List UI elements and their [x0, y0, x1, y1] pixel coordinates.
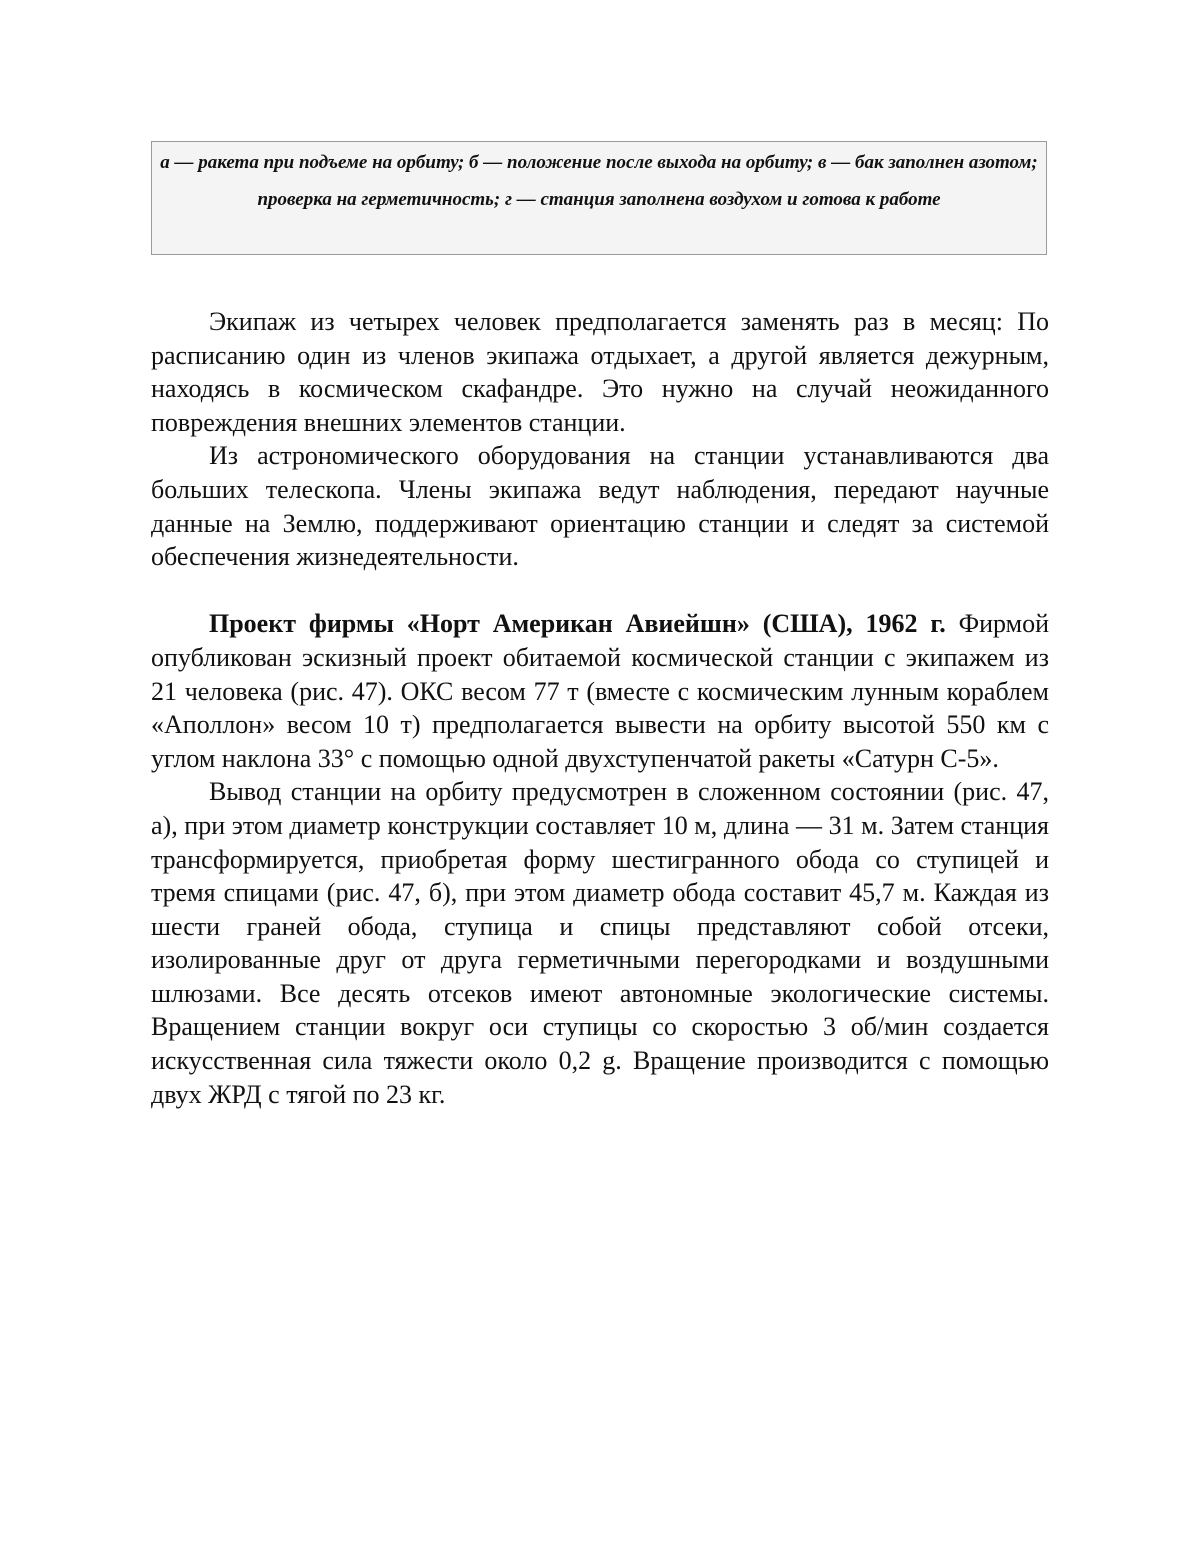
section-heading: Проект фирмы «Норт Американ Авиейшн» (США), 1962 г.	[209, 609, 946, 639]
figure-caption-text: а — ракета при подъеме на орбиту; б — положение после выхода на орбиту; в — бак заполнен азотом; проверка на герметичность; г — станция заполнена воздухом и готова к работе	[160, 152, 1038, 210]
figure-caption	[151, 141, 1047, 255]
document-body	[151, 305, 1049, 1111]
paragraph-orbit-deployment: Вывод станции на орбиту предусмотрен в сложенном состоянии (рис. 47, а), при этом диаметр конструкции составляет 10 м, длина — 31 м. Затем станция трансформируется, приобретая форму шестигранного обода со ступицей и тремя спицами (рис. 47, б), при этом диаметр обода составит 45,7 м. Каждая из шести граней обода, ступица и спицы представляют собой отсеки, изолированные друг от друга герметичными перегородками и воздушными шлюзами. Все десять отсеков имеют автономные экологические системы. Вращением станции вокруг оси ступицы со скоростью 3 об/мин создается искусственная сила тяжести около 0,2 g. Вращение производится с помощью двух ЖРД с тягой по 23 кг.	[151, 777, 1049, 1109]
paragraph-crew-rotation: Экипаж из четырех человек предполагается заменять раз в месяц: По расписанию один из членов экипажа отдыхает, а другой является дежурным, находясь в космическом скафандре. Это нужно на случай неожиданного повреждения внешних элементов станции.	[151, 307, 1049, 437]
section-heading-body: Фирмой опубликован эскизный проект обитаемой космической станции с экипажем из 21 человека (рис. 47). ОКС весом 77 т (вместе с космическим лунным кораблем «Аполлон» весом 10 т) предполагается вывести на орбиту высотой 550 км с углом наклона 33° с помощью одной двухступенчатой ракеты «Сатурн С-5».	[151, 609, 1049, 773]
paragraph-spacer	[151, 574, 1049, 608]
paragraph-north-american-project	[151, 607, 1049, 775]
paragraph-telescopes: Из астрономического оборудования на станции устанавливаются два больших телескопа. Члены экипажа ведут наблюдения, передают научные данные на Землю, поддерживают ориентацию станции и следят за системой обеспечения жизнедеятельности.	[151, 441, 1049, 572]
